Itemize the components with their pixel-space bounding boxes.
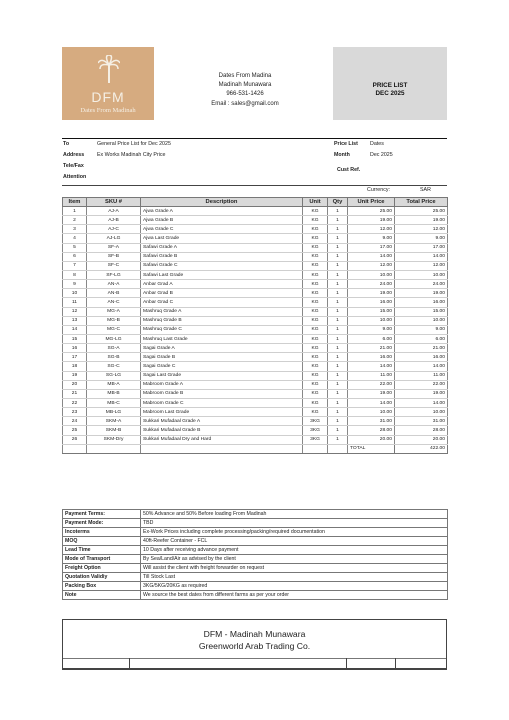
cell-qty: 1 — [328, 243, 348, 252]
cell-sku: SKM-B — [87, 426, 141, 435]
cell-total-price: 14.00 — [395, 362, 448, 371]
cell-item-number: 21 — [63, 389, 87, 398]
cell-item-number: 7 — [63, 261, 87, 270]
cell-sku: SF-B — [87, 252, 141, 261]
cell-total-price: 15.00 — [395, 307, 448, 316]
cell-description: Sukkari Mufadaal Dry and Hard — [141, 435, 303, 444]
cell-qty: 1 — [328, 408, 348, 417]
cell-qty: 1 — [328, 344, 348, 353]
cell-qty: 1 — [328, 280, 348, 289]
cell-unit: KG — [303, 362, 328, 371]
cell-item-number: 4 — [63, 234, 87, 243]
cell-description: Mabroom Grade A — [141, 380, 303, 389]
table-row — [63, 252, 448, 261]
table-row — [63, 435, 448, 444]
cell-unit-price: 22.00 — [348, 380, 395, 389]
cell-item-number: 8 — [63, 270, 87, 279]
cell-unit: KG — [303, 270, 328, 279]
cell-item-number: 26 — [63, 435, 87, 444]
terms-row — [63, 555, 448, 564]
cell-sku: SG-LG — [87, 371, 141, 380]
cell-qty: 1 — [328, 435, 348, 444]
cell-unit: KG — [303, 234, 328, 243]
cell-description: Sukkari Mufadaal Grade B — [141, 426, 303, 435]
cell-total-price: 31.00 — [395, 417, 448, 426]
terms-value: Ex-Work Prices including complete processing/packing/required documentation — [141, 528, 448, 537]
cell-item-number: 25 — [63, 426, 87, 435]
cell-item-number: 15 — [63, 334, 87, 343]
cell-description: Sagai Last Grade — [141, 371, 303, 380]
cell-unit-price: 16.00 — [348, 298, 395, 307]
cell-qty: 1 — [328, 325, 348, 334]
footer-line1: DFM - Madinah Munawara — [203, 629, 306, 639]
cell-unit: KG — [303, 298, 328, 307]
cell-item-number: 19 — [63, 371, 87, 380]
cell-unit: 3KG — [303, 426, 328, 435]
footer-line2: Greenworld Arab Trading Co. — [198, 641, 311, 651]
cell-item-number: 24 — [63, 417, 87, 426]
cell-total-price: 19.00 — [395, 216, 448, 225]
cell-description: Mashruq Grade C — [141, 325, 303, 334]
cell-unit: KG — [303, 325, 328, 334]
terms-value: 10 Days after receiving advance payment — [141, 546, 448, 555]
cell-description: Anbar Grad C — [141, 298, 303, 307]
cell-qty: 1 — [328, 252, 348, 261]
cell-total-price: 10.00 — [395, 270, 448, 279]
cell-unit: KG — [303, 216, 328, 225]
terms-row — [63, 528, 448, 537]
cell-unit-price: 10.00 — [348, 316, 395, 325]
cell-sku: AJ-C — [87, 225, 141, 234]
col-header-item: Item — [63, 198, 87, 207]
cell-item-number: 18 — [63, 362, 87, 371]
price-table — [62, 197, 448, 454]
cell-unit: KG — [303, 243, 328, 252]
cell-description: Mashruq Grade A — [141, 307, 303, 316]
cell-unit: KG — [303, 344, 328, 353]
cell-qty: 1 — [328, 398, 348, 407]
terms-value: Will assist the client with freight forwarder on request — [141, 564, 448, 573]
cell-unit-price: 9.00 — [348, 234, 395, 243]
terms-row — [63, 591, 448, 600]
cell-unit-price: 14.00 — [348, 252, 395, 261]
terms-label: Freight Option — [63, 564, 141, 573]
cell-qty: 1 — [328, 289, 348, 298]
table-row — [63, 344, 448, 353]
cell-item-number: 12 — [63, 307, 87, 316]
table-row — [63, 389, 448, 398]
terms-table — [62, 509, 448, 600]
terms-value: TBD — [141, 519, 448, 528]
cell-item-number: 10 — [63, 289, 87, 298]
cell-sku: MB-A — [87, 380, 141, 389]
terms-row — [63, 546, 448, 555]
terms-label: Quotation Validiy — [63, 573, 141, 582]
cell-qty: 1 — [328, 380, 348, 389]
table-row — [63, 325, 448, 334]
cell-item-number: 23 — [63, 408, 87, 417]
logo-tagline: Dates From Madinah — [80, 107, 136, 114]
cell-total-price: 19.00 — [395, 289, 448, 298]
cell-unit-price: 31.00 — [348, 417, 395, 426]
cell-unit: KG — [303, 371, 328, 380]
table-row — [63, 380, 448, 389]
cell-unit-price: 14.00 — [348, 398, 395, 407]
table-row — [63, 371, 448, 380]
cell-description: Mabroom Grade B — [141, 389, 303, 398]
company-phone: 966-531-1426 — [226, 91, 264, 97]
pricelist-value: Dates — [370, 141, 384, 147]
col-header-unit: Unit — [303, 198, 328, 207]
cell-unit-price: 10.00 — [348, 270, 395, 279]
total-value: 422.00 — [395, 444, 448, 453]
cell-unit: KG — [303, 252, 328, 261]
cell-unit-price: 16.00 — [348, 353, 395, 362]
cell-total-price: 19.00 — [395, 389, 448, 398]
cell-description: Ajwa Grade C — [141, 225, 303, 234]
currency-label: Currency: — [367, 187, 390, 193]
cell-description: Sagai Grade A — [141, 344, 303, 353]
cell-sku: SG-A — [87, 344, 141, 353]
terms-label: Payment Terms: — [63, 510, 141, 519]
cell-unit-price: 28.00 — [348, 426, 395, 435]
cell-sku: MB-LG — [87, 408, 141, 417]
footer-cell-divider-1 — [129, 658, 130, 669]
table-row — [63, 426, 448, 435]
currency-value: SAR — [420, 187, 431, 193]
cell-description: Sukkari Mufadaal Grade A — [141, 417, 303, 426]
cell-item-number: 22 — [63, 398, 87, 407]
cell-unit-price: 19.00 — [348, 389, 395, 398]
cell-sku: AJ-A — [87, 207, 141, 216]
cell-description: Anbar Grad B — [141, 289, 303, 298]
cell-unit: KG — [303, 261, 328, 270]
cell-qty: 1 — [328, 207, 348, 216]
table-row — [63, 207, 448, 216]
cell-qty: 1 — [328, 261, 348, 270]
cell-item-number: 2 — [63, 216, 87, 225]
cell-sku: MG-C — [87, 325, 141, 334]
table-row — [63, 316, 448, 325]
terms-value: We source the best dates from different farms as per your order — [141, 591, 448, 600]
cell-unit-price: 20.00 — [348, 435, 395, 444]
cell-description: Safawi Grade B — [141, 252, 303, 261]
cell-total-price: 20.00 — [395, 435, 448, 444]
terms-value: 50% Advance and 50% Before loading From Madinah — [141, 510, 448, 519]
telefax-label: Tele/Fax — [63, 163, 84, 169]
cell-unit-price: 11.00 — [348, 371, 395, 380]
table-row — [63, 298, 448, 307]
cell-sku: MG-B — [87, 316, 141, 325]
title-line1: PRICE LIST — [372, 82, 408, 89]
col-header-sku: SKU # — [87, 198, 141, 207]
cell-description: Safawi Grade C — [141, 261, 303, 270]
cell-unit: KG — [303, 225, 328, 234]
cell-description: Safawi Last Grade — [141, 270, 303, 279]
cell-total-price: 14.00 — [395, 398, 448, 407]
company-logo — [62, 47, 154, 120]
cell-item-number: 3 — [63, 225, 87, 234]
cell-total-price: 10.00 — [395, 408, 448, 417]
company-name: Dates From Madina — [218, 73, 272, 79]
table-row — [63, 289, 448, 298]
terms-label: Mode of Transport — [63, 555, 141, 564]
footer-divider — [63, 658, 446, 659]
cell-unit: KG — [303, 398, 328, 407]
cell-qty: 1 — [328, 234, 348, 243]
cell-sku: SKM-Dry — [87, 435, 141, 444]
cell-description: Mabroom Last Grade — [141, 408, 303, 417]
cell-unit-price: 6.00 — [348, 334, 395, 343]
cell-unit-price: 24.00 — [348, 280, 395, 289]
cell-unit: KG — [303, 207, 328, 216]
cell-item-number: 1 — [63, 207, 87, 216]
cell-item-number: 11 — [63, 298, 87, 307]
table-row — [63, 408, 448, 417]
cell-total-price: 28.00 — [395, 426, 448, 435]
cell-total-price: 16.00 — [395, 353, 448, 362]
cell-item-number: 17 — [63, 353, 87, 362]
table-row — [63, 334, 448, 343]
cell-qty: 1 — [328, 334, 348, 343]
cell-total-price: 24.00 — [395, 280, 448, 289]
cell-total-price: 14.00 — [395, 252, 448, 261]
cell-total-price: 10.00 — [395, 316, 448, 325]
cell-unit-price: 25.00 — [348, 207, 395, 216]
cell-item-number: 14 — [63, 325, 87, 334]
title-line2: DEC 2025 — [375, 90, 405, 97]
terms-row — [63, 573, 448, 582]
cell-qty: 1 — [328, 426, 348, 435]
cell-qty: 1 — [328, 225, 348, 234]
terms-label: Note — [63, 591, 141, 600]
cell-item-number: 5 — [63, 243, 87, 252]
table-row — [63, 261, 448, 270]
cell-sku: AN-C — [87, 298, 141, 307]
cell-item-number: 13 — [63, 316, 87, 325]
total-label: TOTAL — [348, 444, 395, 453]
cell-total-price: 9.00 — [395, 325, 448, 334]
cell-sku: MG-LG — [87, 334, 141, 343]
cell-qty: 1 — [328, 216, 348, 225]
table-row — [63, 234, 448, 243]
terms-label: Incoterms — [63, 528, 141, 537]
cell-qty: 1 — [328, 316, 348, 325]
cell-sku: MB-C — [87, 398, 141, 407]
cell-sku: MB-B — [87, 389, 141, 398]
terms-row — [63, 537, 448, 546]
cell-unit: KG — [303, 389, 328, 398]
table-row — [63, 216, 448, 225]
cell-total-price: 16.00 — [395, 298, 448, 307]
cell-qty: 1 — [328, 298, 348, 307]
table-row — [63, 398, 448, 407]
cell-description: Ajwa Grade A — [141, 207, 303, 216]
table-total-row — [63, 444, 448, 453]
cell-description: Sagai Grade B — [141, 353, 303, 362]
table-header-row — [63, 198, 448, 207]
cell-qty: 1 — [328, 371, 348, 380]
terms-value: Till Stock Last — [141, 573, 448, 582]
cell-unit-price: 9.00 — [348, 325, 395, 334]
cell-description: Mashruq Grade B — [141, 316, 303, 325]
table-row — [63, 353, 448, 362]
terms-row — [63, 564, 448, 573]
cell-qty: 1 — [328, 389, 348, 398]
cell-unit: KG — [303, 307, 328, 316]
cell-description: Sagai Grade C — [141, 362, 303, 371]
cell-total-price: 11.00 — [395, 371, 448, 380]
to-value: General Price List for Dec 2025 — [97, 141, 171, 147]
cell-unit-price: 10.00 — [348, 408, 395, 417]
cell-sku: MG-A — [87, 307, 141, 316]
terms-value: By Sea/Land/Air as advised by the client — [141, 555, 448, 564]
cell-description: Mashruq Last Grade — [141, 334, 303, 343]
terms-row — [63, 510, 448, 519]
col-header-description: Description — [141, 198, 303, 207]
col-header-total-price: Total Price — [395, 198, 448, 207]
cell-unit-price: 12.00 — [348, 225, 395, 234]
cell-sku: SF-A — [87, 243, 141, 252]
cell-unit-price: 17.00 — [348, 243, 395, 252]
cell-description: Ajwa Last Grade — [141, 234, 303, 243]
cell-unit: KG — [303, 289, 328, 298]
cell-total-price: 9.00 — [395, 234, 448, 243]
cell-sku: AN-A — [87, 280, 141, 289]
table-row — [63, 280, 448, 289]
cell-unit: KG — [303, 334, 328, 343]
cell-description: Safawi Grade A — [141, 243, 303, 252]
cell-sku: AJ-B — [87, 216, 141, 225]
cell-unit-price: 14.00 — [348, 362, 395, 371]
cell-sku: AJ-LG — [87, 234, 141, 243]
price-list-title-box — [333, 47, 447, 120]
cell-item-number: 6 — [63, 252, 87, 261]
cell-unit-price: 19.00 — [348, 216, 395, 225]
cell-qty: 1 — [328, 307, 348, 316]
cell-total-price: 21.00 — [395, 344, 448, 353]
cell-description: Anbar Grad A — [141, 280, 303, 289]
cell-item-number: 20 — [63, 380, 87, 389]
cell-unit: KG — [303, 380, 328, 389]
footer-cell-divider-3 — [395, 658, 396, 669]
info-bottom-border — [62, 185, 447, 186]
cell-unit-price: 21.00 — [348, 344, 395, 353]
cell-unit-price: 19.00 — [348, 289, 395, 298]
company-contact: Madinah Munawara — [218, 82, 272, 88]
terms-label: MOQ — [63, 537, 141, 546]
cell-sku: AN-B — [87, 289, 141, 298]
cell-sku: SF-C — [87, 261, 141, 270]
info-top-border — [62, 138, 447, 139]
cell-item-number: 16 — [63, 344, 87, 353]
terms-label: Payment Mode: — [63, 519, 141, 528]
cell-total-price: 12.00 — [395, 225, 448, 234]
terms-value: 3KG/5KG/20KG as required — [141, 582, 448, 591]
custref-label: Cust Ref. — [337, 167, 361, 173]
palm-tree-icon — [98, 55, 120, 83]
table-row — [63, 270, 448, 279]
cell-qty: 1 — [328, 270, 348, 279]
cell-unit: KG — [303, 316, 328, 325]
terms-label: Lead Time — [63, 546, 141, 555]
footer-box — [62, 619, 447, 669]
cell-qty: 1 — [328, 362, 348, 371]
cell-unit: 3KG — [303, 417, 328, 426]
company-email: Email : sales@gmail.com — [211, 101, 279, 107]
cell-unit: KG — [303, 408, 328, 417]
cell-sku: SG-C — [87, 362, 141, 371]
cell-description: Ajwa Grade B — [141, 216, 303, 225]
col-header-unit-price: Unit Price — [348, 198, 395, 207]
cell-qty: 1 — [328, 353, 348, 362]
cell-description: Mabroom Grade C — [141, 398, 303, 407]
attention-label: Attention — [63, 174, 87, 180]
cell-total-price: 22.00 — [395, 380, 448, 389]
cell-total-price: 12.00 — [395, 261, 448, 270]
to-label: To — [63, 141, 70, 147]
cell-unit: KG — [303, 280, 328, 289]
footer-bottom-line — [62, 669, 447, 670]
logo-brand: DFM — [91, 89, 125, 105]
cell-total-price: 6.00 — [395, 334, 448, 343]
month-label: Month — [334, 152, 350, 158]
cell-unit-price: 12.00 — [348, 261, 395, 270]
address-label: Address — [63, 152, 85, 158]
table-row — [63, 307, 448, 316]
cell-unit: 3KG — [303, 435, 328, 444]
table-row — [63, 243, 448, 252]
cell-sku: SG-B — [87, 353, 141, 362]
cell-unit: KG — [303, 353, 328, 362]
terms-row — [63, 519, 448, 528]
month-value: Dec 2025 — [370, 152, 393, 158]
address-value: Ex Works Madinah City Price — [97, 152, 166, 158]
table-row — [63, 417, 448, 426]
cell-total-price: 25.00 — [395, 207, 448, 216]
cell-sku: SKM-A — [87, 417, 141, 426]
terms-value: 40ft-Reefer Container - FCL — [141, 537, 448, 546]
table-row — [63, 362, 448, 371]
cell-unit-price: 15.00 — [348, 307, 395, 316]
table-row — [63, 225, 448, 234]
col-header-qty: Qty — [328, 198, 348, 207]
terms-row — [63, 582, 448, 591]
cell-item-number: 9 — [63, 280, 87, 289]
cell-sku: SF-LG — [87, 270, 141, 279]
pricelist-label: Price List — [334, 141, 358, 147]
cell-total-price: 17.00 — [395, 243, 448, 252]
terms-label: Packing Box — [63, 582, 141, 591]
cell-qty: 1 — [328, 417, 348, 426]
footer-cell-divider-2 — [346, 658, 347, 669]
